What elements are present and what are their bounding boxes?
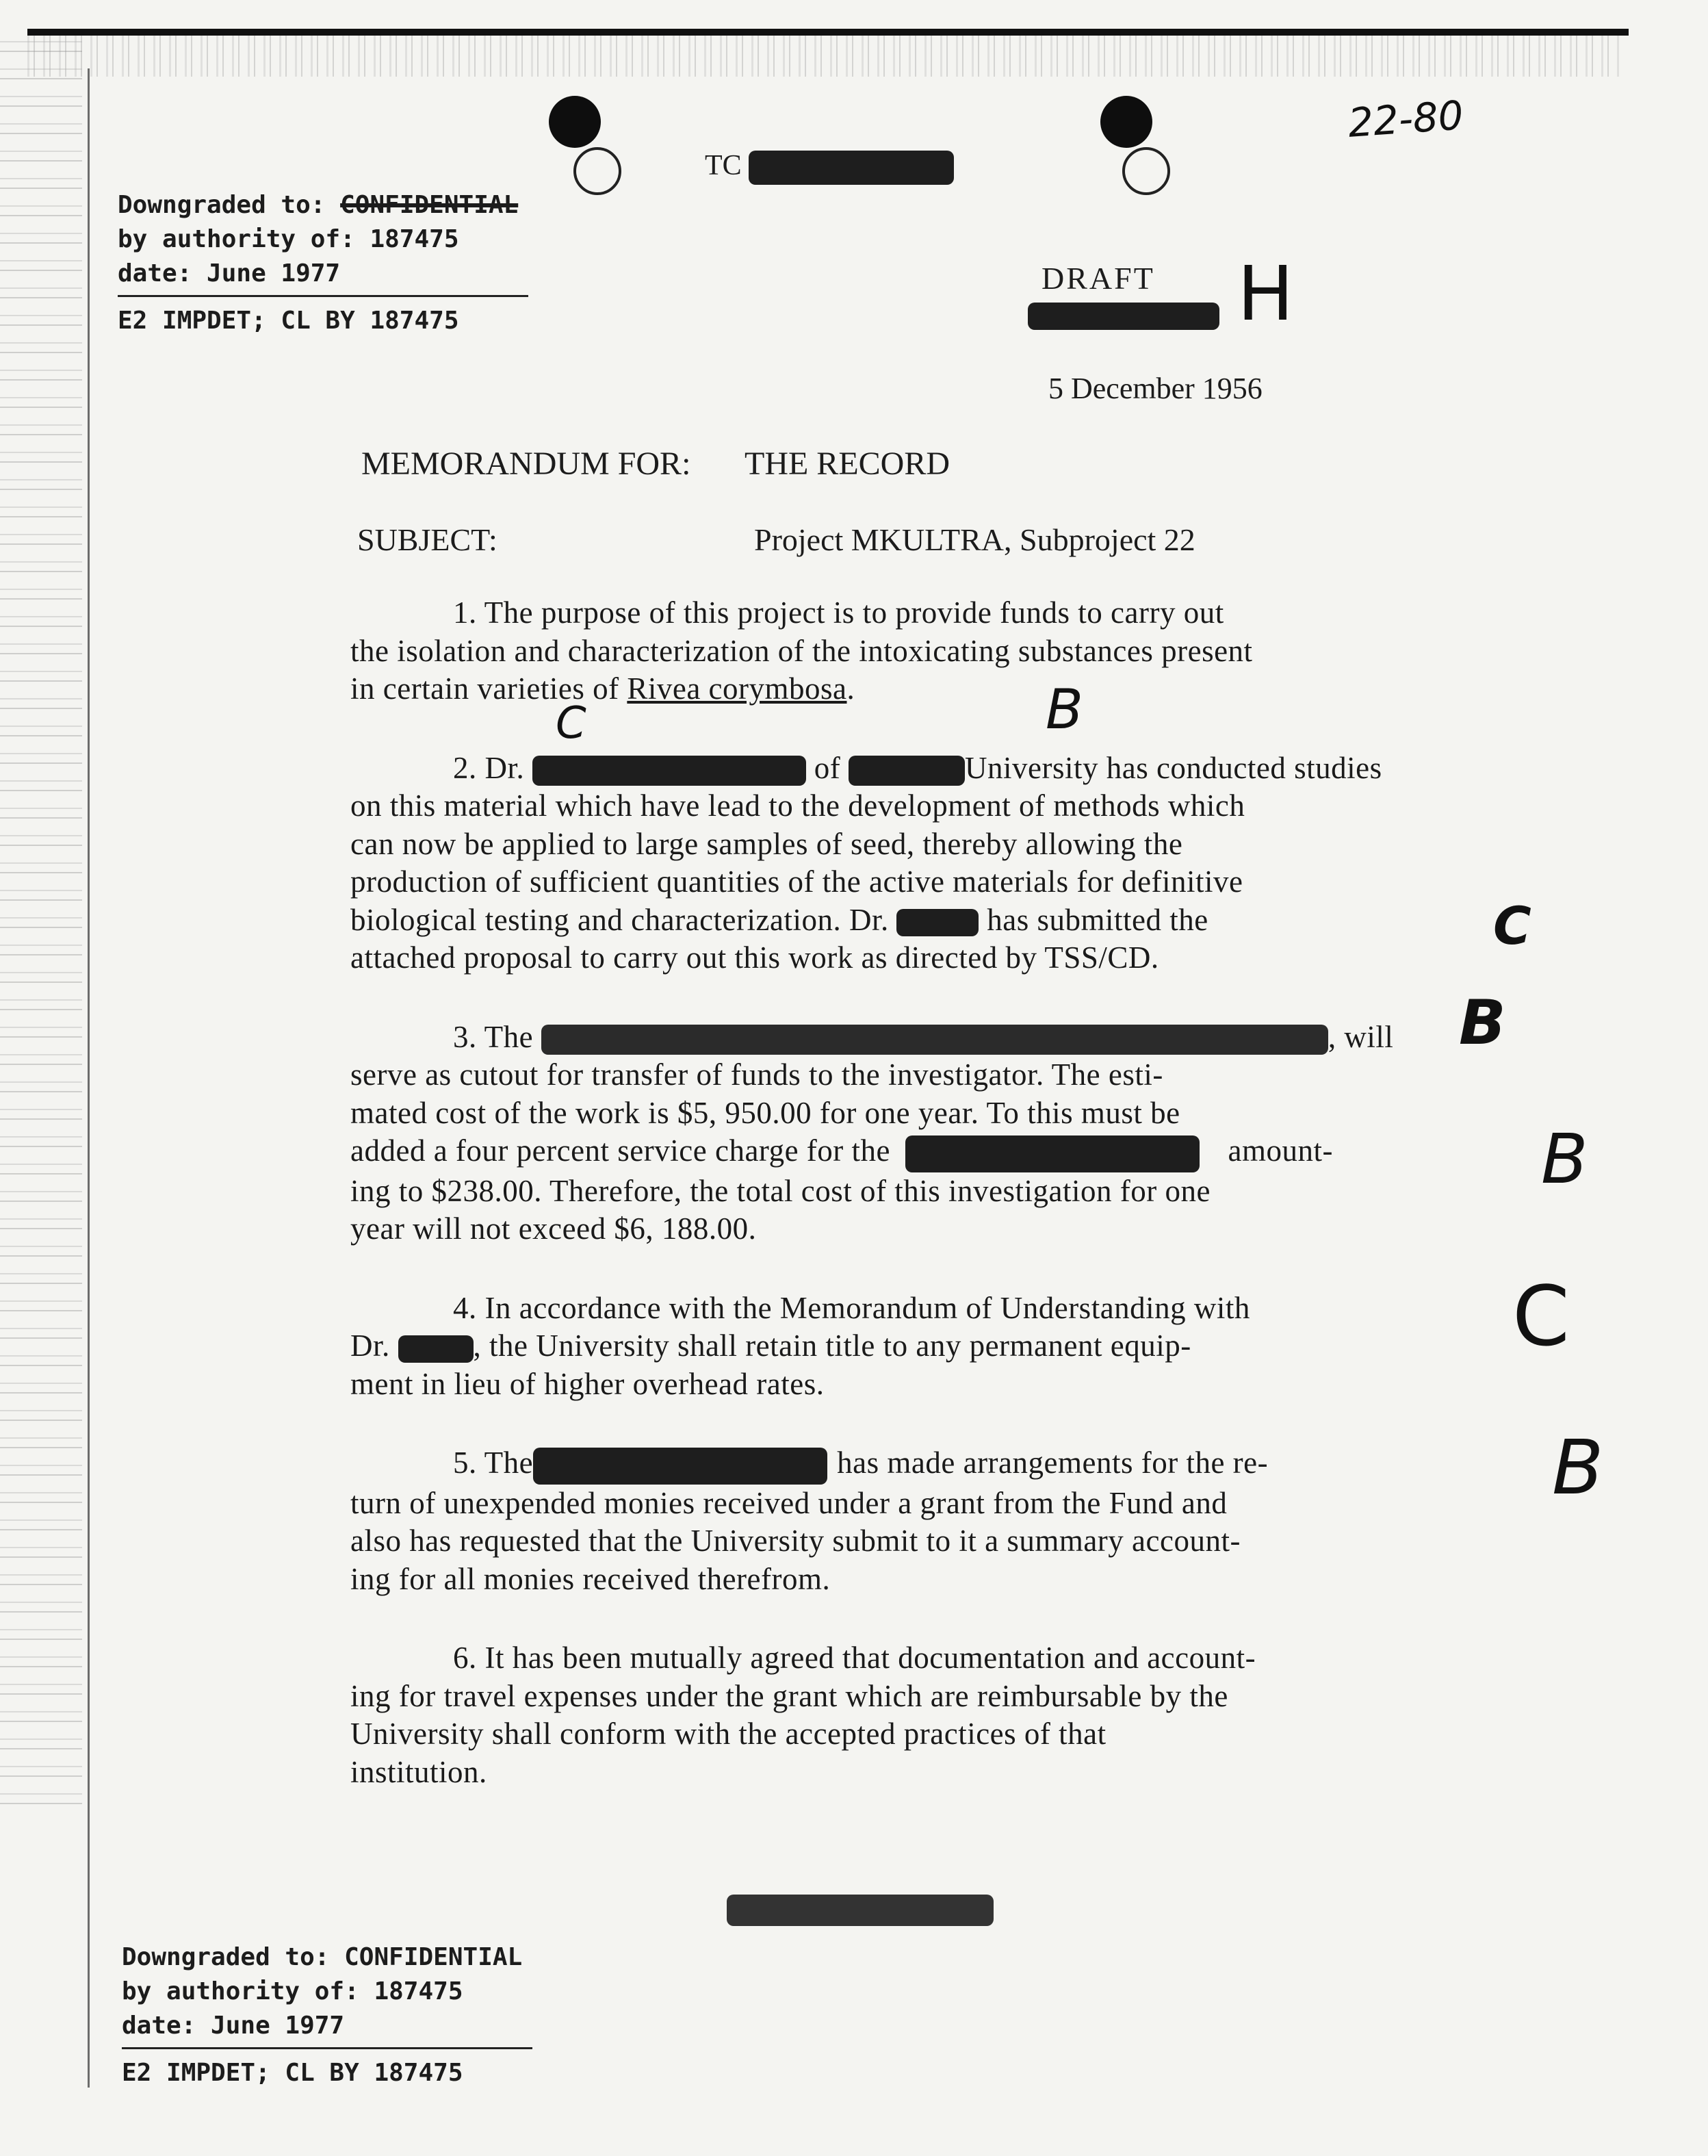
subject-value: Project MKULTRA, Subproject 22 — [754, 522, 1195, 557]
redaction-investigator-name — [532, 756, 806, 786]
classification-stamp-top — [705, 149, 954, 185]
redaction-organization-long — [541, 1025, 1328, 1055]
memo-for-label: MEMORANDUM FOR: — [361, 446, 691, 482]
p3-line-4-start: added a four percent service charge for the — [350, 1133, 891, 1168]
p3-line-1-end: , will — [1328, 1019, 1394, 1054]
p2-line-5-start: biological testing and characterization. Dr. — [350, 902, 889, 937]
p6-line-4: institution. — [350, 1754, 487, 1789]
paragraph-6 — [350, 1639, 1623, 1791]
p3-line-6: year will not exceed $6, 188.00. — [350, 1211, 757, 1246]
p2-line-1 — [350, 749, 1623, 788]
margin-letter-p1-c: C — [556, 698, 586, 749]
p3-line-5: ing to $238.00. Therefore, the total cost of this investigation for one — [350, 1173, 1211, 1208]
stamp-partial-text: TC — [705, 150, 742, 181]
p2-line-2: on this material which have lead to the development of methods which — [350, 788, 1245, 823]
punch-ring-left — [573, 147, 621, 195]
downgrade-bottom-word: CONFIDENTIAL — [344, 1943, 523, 1971]
downgrade-bottom-line-1 — [122, 1940, 532, 1975]
downgrade-line-4: E2 IMPDET; CL BY 187475 — [118, 307, 459, 335]
species-name: Rivea corymbosa — [627, 671, 847, 706]
p3-line-3: mated cost of the work is $5, 950.00 for one year. To this must be — [350, 1095, 1180, 1130]
scan-top-border — [27, 29, 1629, 36]
p6-line-3: University shall conform with the accepted practices of that — [350, 1717, 1107, 1751]
p4-line-1: 4. In accordance with the Memorandum of Understanding with — [453, 1290, 1250, 1325]
p3-line-1-start: 3. The — [453, 1019, 534, 1054]
downgrade-bottom-line-2: by authority of: 187475 — [122, 1977, 463, 2005]
redaction-investigator-p4 — [398, 1335, 474, 1363]
downgrade-bottom-label: Downgraded to: — [122, 1943, 330, 1971]
p5-line-1-end: has made arrangements for the re- — [837, 1446, 1269, 1480]
punch-ring-right — [1122, 147, 1170, 195]
paragraph-2 — [350, 749, 1623, 977]
p4-line-2-start: Dr. — [350, 1329, 390, 1363]
memo-body — [350, 594, 1623, 1832]
p2-line-1-end: University has conducted studies — [965, 750, 1382, 785]
downgrade-stamp-top — [118, 188, 528, 338]
p4-line-2-end: , the University shall retain title to any permanent equip- — [473, 1329, 1191, 1363]
downgrade-bottom-line-4: E2 IMPDET; CL BY 187475 — [122, 2059, 463, 2087]
redaction-organization-p5 — [533, 1448, 827, 1485]
punch-hole-left — [549, 96, 601, 148]
punch-hole-right — [1100, 96, 1152, 148]
p3-line-4-end: amount- — [1228, 1133, 1333, 1168]
draft-label: DRAFT — [1041, 261, 1155, 296]
page-number-handwritten: 22-80 — [1346, 92, 1465, 146]
downgrade-label: Downgraded to: — [118, 191, 326, 219]
draft-handwritten-letter: H — [1237, 250, 1294, 337]
p5-line-4: ing for all monies received therefrom. — [350, 1561, 831, 1596]
p2-line-6: attached proposal to carry out this work as directed by TSS/CD. — [350, 940, 1159, 975]
paragraph-5 — [350, 1444, 1623, 1598]
p4-line-2 — [350, 1327, 1623, 1365]
scan-noise-left — [0, 41, 82, 1821]
p6-line-2: ing for travel expenses under the grant which are reimbursable by the — [350, 1678, 1228, 1713]
redaction-under-draft — [1028, 303, 1219, 330]
scan-noise-top — [27, 36, 1622, 77]
paragraph-4 — [350, 1289, 1623, 1404]
p2-line-3: can now be applied to large samples of seed, thereby allowing the — [350, 826, 1183, 861]
downgrade-bottom-rule — [122, 2047, 532, 2049]
memo-date: 5 December 1956 — [1048, 372, 1263, 405]
p2-line-5 — [350, 901, 1623, 940]
p1-line-3-end: . — [846, 671, 855, 706]
p5-line-3: also has requested that the University submit to it a summary account- — [350, 1524, 1241, 1558]
p2-line-5-end: has submitted the — [987, 902, 1208, 937]
margin-letter-p1-b: B — [1046, 678, 1083, 741]
p5-line-1-start: 5. The — [453, 1446, 534, 1480]
margin-letter-p4-c: C — [1512, 1270, 1570, 1365]
p3-line-2: serve as cutout for transfer of funds to the investigator. The esti- — [350, 1057, 1163, 1092]
margin-letter-p5-b: B — [1552, 1424, 1604, 1511]
margin-letter-p2-c: C — [1493, 895, 1531, 956]
subject-label: SUBJECT: — [357, 522, 497, 557]
p1-line-3-text: in certain varieties of — [350, 671, 627, 706]
scan-left-edge — [88, 68, 90, 2088]
redaction-stamp-top — [749, 151, 954, 185]
p4-line-3: ment in lieu of higher overhead rates. — [350, 1366, 825, 1401]
p3-line-4 — [350, 1132, 1623, 1172]
downgrade-line-2: by authority of: 187475 — [118, 225, 459, 253]
downgrade-bottom-line-3: date: June 1977 — [122, 2012, 345, 2040]
p1-line-3 — [350, 670, 1623, 708]
redaction-university-name — [849, 756, 965, 786]
downgrade-line-1 — [118, 188, 528, 222]
paragraph-1 — [350, 594, 1623, 708]
downgrade-stamp-bottom — [122, 1940, 532, 2090]
downgrade-word-struck: CONFIDENTIAL — [340, 191, 519, 219]
p6-line-1: 6. It has been mutually agreed that documentation and account- — [453, 1641, 1256, 1676]
downgrade-rule — [118, 295, 528, 297]
p3-line-1 — [350, 1018, 1623, 1057]
redaction-stamp-bottom — [727, 1895, 994, 1926]
memo-for-value: THE RECORD — [745, 446, 950, 482]
p2-line-1-start: 2. Dr. — [453, 750, 525, 785]
downgrade-line-3: date: June 1977 — [118, 259, 341, 287]
p5-line-1 — [350, 1444, 1623, 1485]
p1-line-2: the isolation and characterization of the intoxicating substances present — [350, 633, 1253, 668]
redaction-organization-fee — [905, 1135, 1200, 1172]
margin-letter-p3-b2: B — [1541, 1119, 1588, 1199]
p5-line-2: turn of unexpended monies received under a grant from the Fund and — [350, 1485, 1228, 1520]
p2-line-4: production of sufficient quantities of the active materials for definitive — [350, 864, 1243, 899]
p2-line-1-of: of — [814, 750, 841, 785]
redaction-investigator-short — [896, 909, 979, 936]
paragraph-3 — [350, 1018, 1623, 1248]
margin-letter-p3-b1: B — [1459, 987, 1506, 1059]
p1-line-1: 1. The purpose of this project is to provide funds to carry out — [453, 595, 1224, 630]
